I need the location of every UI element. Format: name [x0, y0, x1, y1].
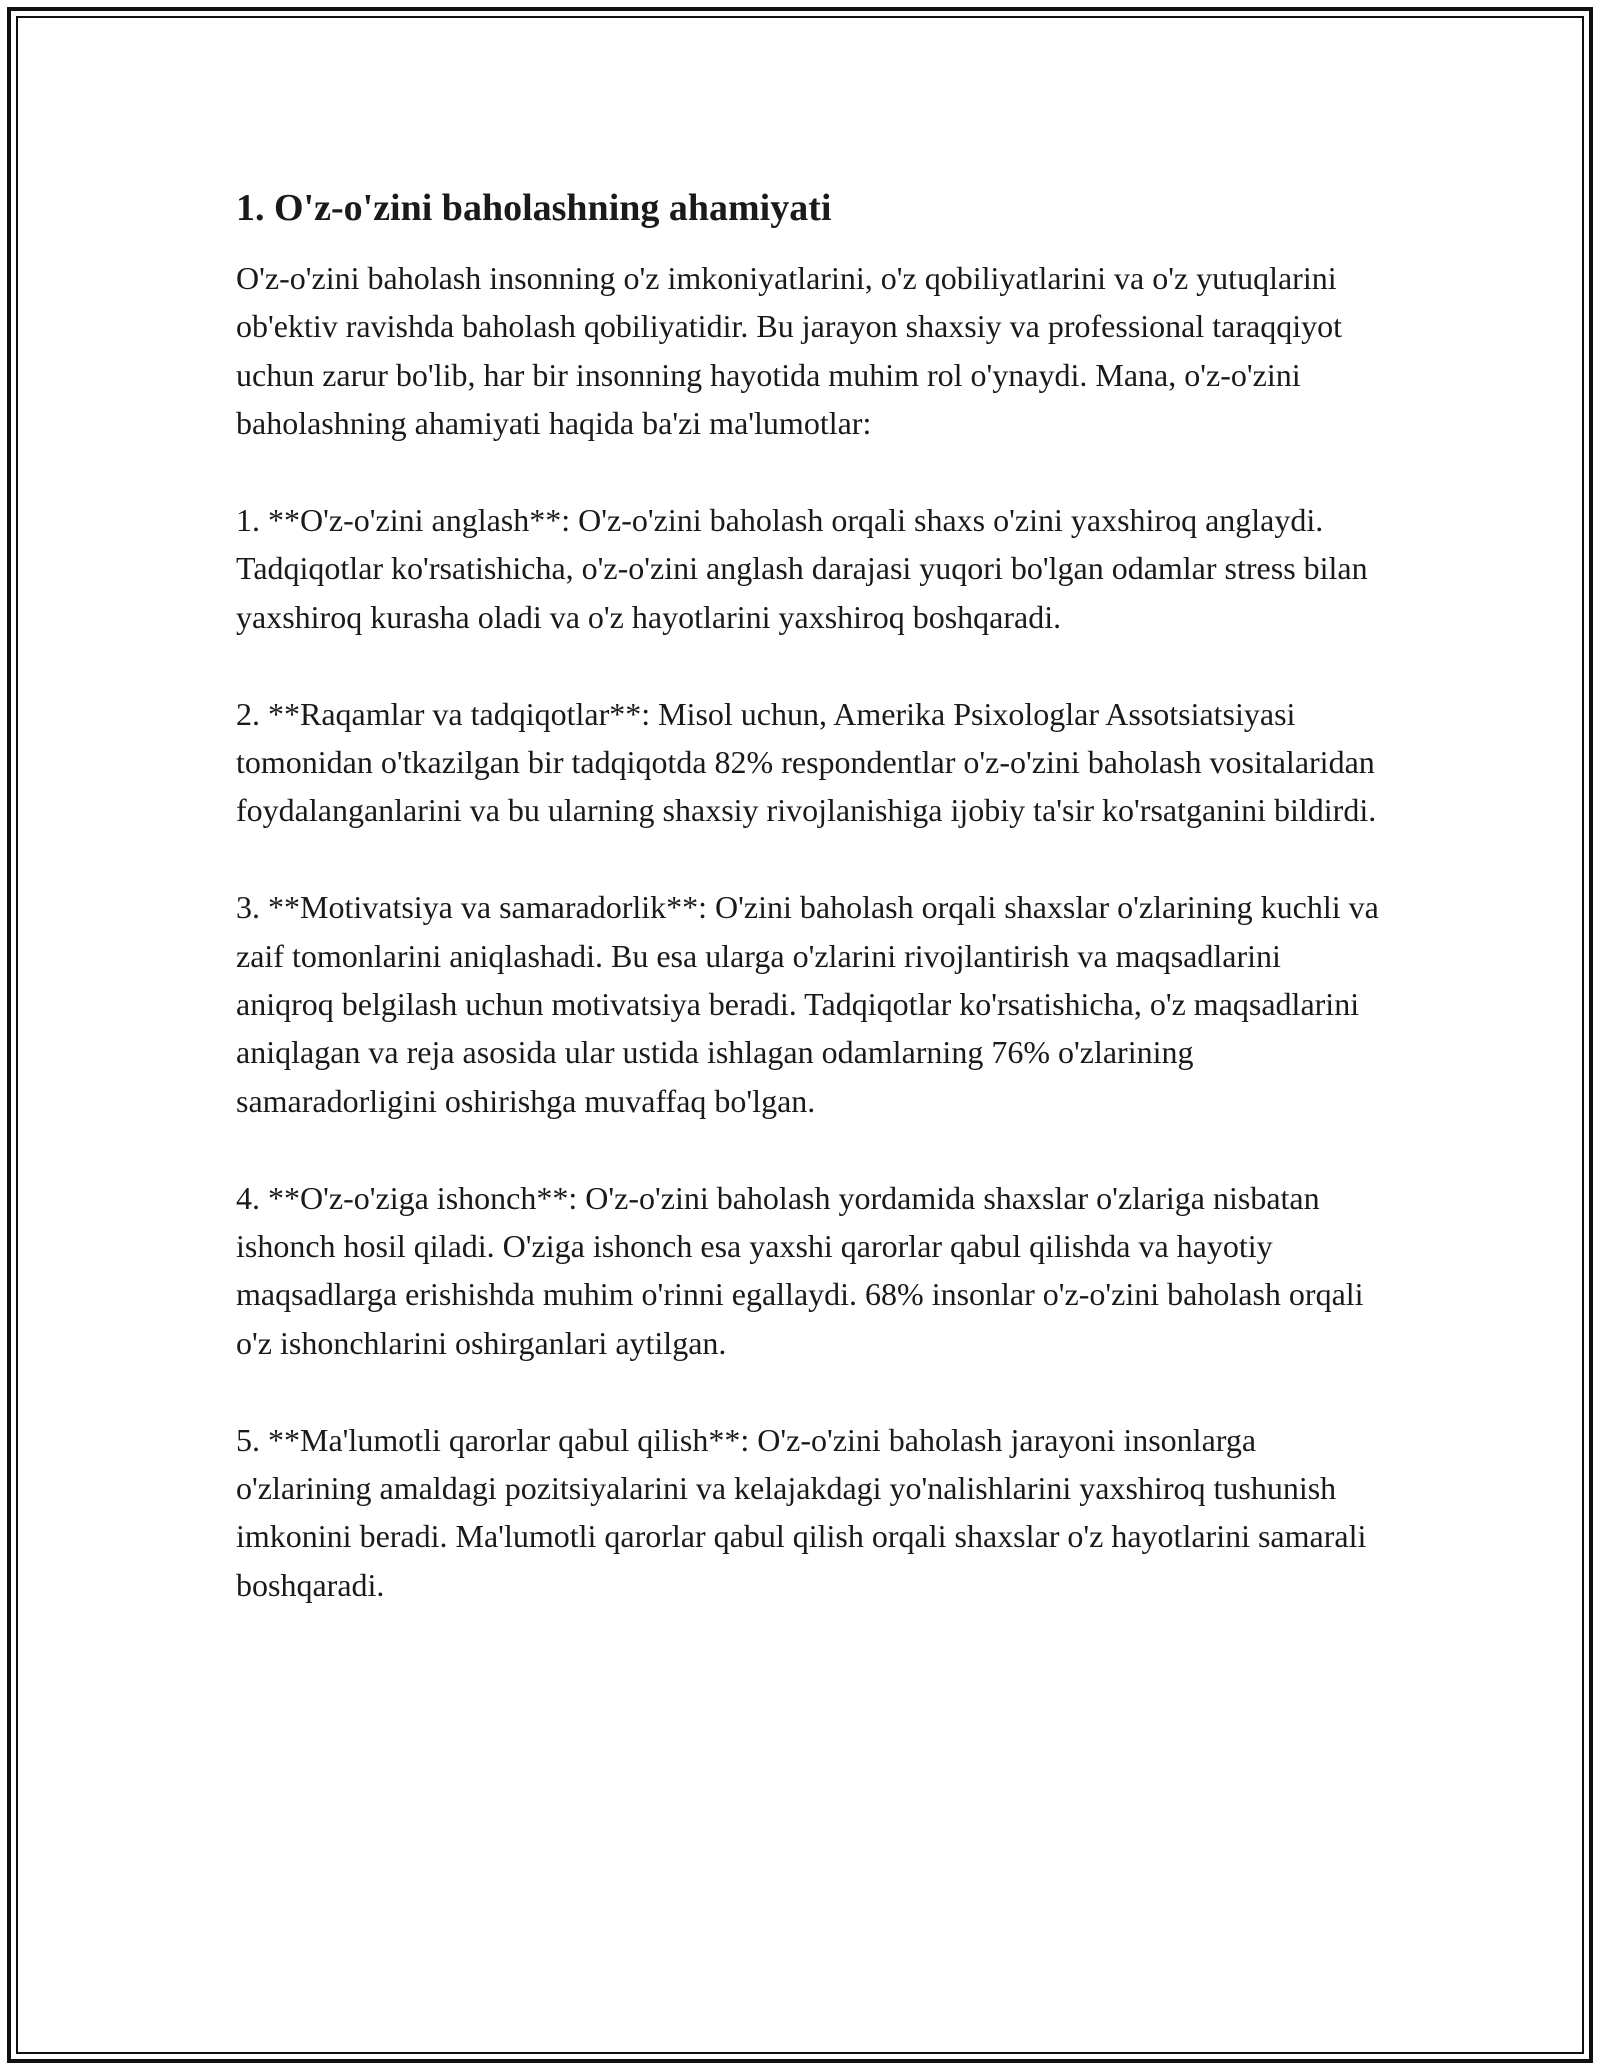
- point-self-awareness: 1. **O'z-o'zini anglash**: O'z-o'zini baholash orqali shaxs o'zini yaxshiroq anglaydi. Tadqiqotlar ko'rsatishicha, o'z-o'zini anglash darajasi yuqori bo'lgan odamlar stress bilan yaxshiroq kurasha oladi va o'z hayotlarini yaxshiroq boshqaradi.: [236, 502, 1368, 635]
- intro-paragraph: O'z-o'zini baholash insonning o'z imkoniyatlarini, o'z qobiliyatlarini va o'z yutuqlarini ob'ektiv ravishda baholash qobiliyatidir. Bu jarayon shaxsiy va professional taraqqiyot uchun zarur bo'lib, har bir insonning hayotida muhim rol o'ynaydi. Mana, o'z-o'zini baholashning ahamiyati haqida ba'zi ma'lumotlar:: [236, 260, 1342, 442]
- point-motivation-efficiency: 3. **Motivatsiya va samaradorlik**: O'zini baholash orqali shaxslar o'zlarining kuchli va zaif tomonlarini aniqlashadi. Bu esa ularga o'zlarini rivojlantirish va maqsadlarini aniqroq belgilash uchun motivatsiya beradi. Tadqiqotlar ko'rsatishicha, o'z maqsadlarini aniqlagan va reja asosida ular ustida ishlagan odamlarning 76% o'zlarining samaradorligini oshirishga muvaffaq bo'lgan.: [236, 889, 1379, 1119]
- point-self-confidence: 4. **O'z-o'ziga ishonch**: O'z-o'zini baholash yordamida shaxslar o'zlariga nisbatan ishonch hosil qiladi. O'ziga ishonch esa yaxshi qarorlar qabul qilishda va hayotiy maqsadlarga erishishda muhim o'rinni egallaydi. 68% insonlar o'z-o'zini baholash orqali o'z ishonchlarini oshirganlari aytilgan.: [236, 1179, 1364, 1361]
- point-informed-decisions: 5. **Ma'lumotli qarorlar qabul qilish**: O'z-o'zini baholash jarayoni insonlarga o'zlarining amaldagi pozitsiyalarini va kelajakdagi yo'nalishlarini yaxshiroq tushunish imkonini beradi. Ma'lumotli qarorlar qabul qilish orqali shaxslar o'z hayotlarini samarali boshqaradi.: [236, 1421, 1367, 1603]
- section-title: 1. O'z-o'zini baholashning ahamiyati: [236, 187, 832, 229]
- point-numbers-research: 2. **Raqamlar va tadqiqotlar**: Misol uchun, Amerika Psixologlar Assotsiatsiyasi tomonidan o'tkazilgan bir tadqiqotda 82% respondentlar o'z-o'zini baholash vositalaridan foydalanganlarini va bu ularning shaxsiy rivojlanishiga ijobiy ta'sir ko'rsatganini bildirdi.: [236, 695, 1377, 829]
- document-body: [236, 184, 1381, 1658]
